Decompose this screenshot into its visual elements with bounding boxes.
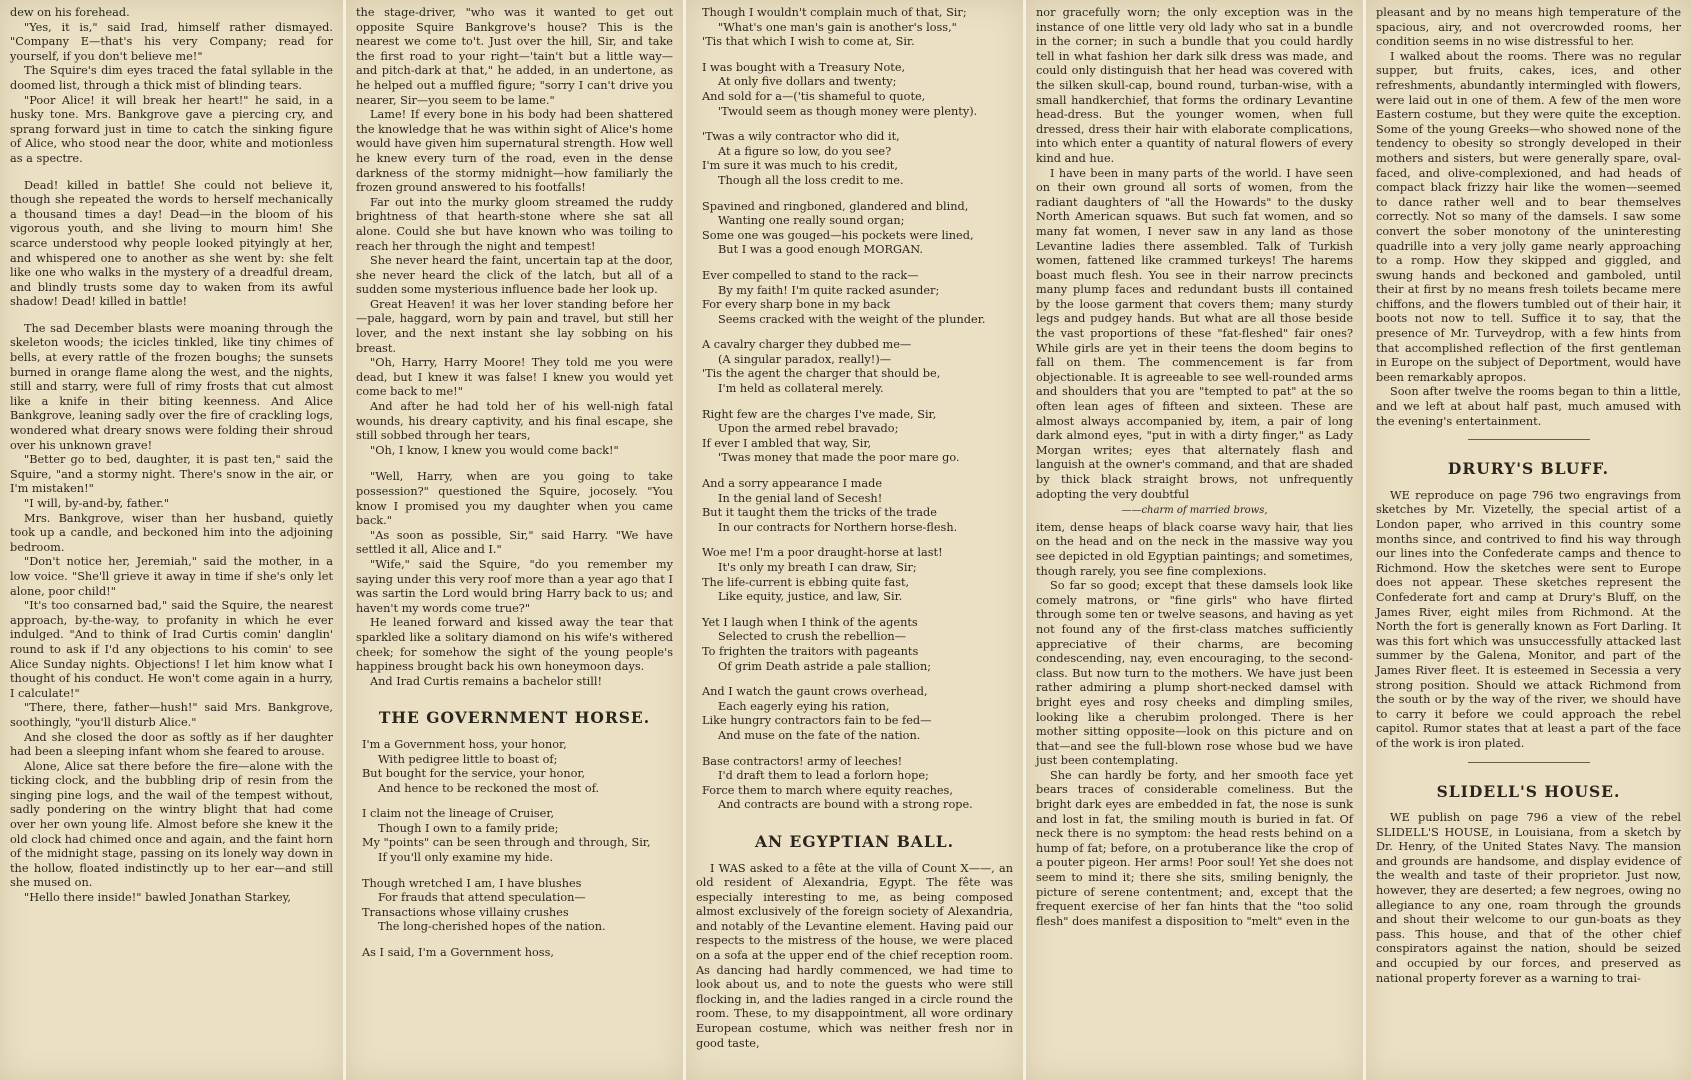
paragraph: "As soon as possible, Sir," said Harry. "We have settled it all, Alice and I."	[356, 528, 673, 557]
column-2	[346, 0, 683, 1080]
poem-line: I'm sure it was much to his credit,	[702, 159, 898, 173]
poem-line: At a figure so low, do you see?	[718, 144, 892, 158]
column-1	[0, 0, 343, 1080]
poem-stanza	[356, 877, 673, 935]
heading-government-horse: THE GOVERNMENT HORSE.	[378, 708, 651, 728]
paragraph: dew on his forehead.	[10, 6, 130, 19]
paragraph: "Oh, I know, I knew you would come back!"	[370, 443, 619, 457]
poem-stanza	[696, 408, 1013, 466]
paragraph: The sad December blasts were moaning through the skeleton woods; the icicles tinkled, like tiny chimes of bells, at every rattle of the frozen boughs; the sunsets burned in orange flame along the west, and the nights, still and starry, were full of rimy frosts that cut almost like a knife in their biting keenness. And Alice Bankgrove, leaning sadly over the fire of crackling logs, wondered what dreary snows were folding their shroud over his unknown grave!	[10, 321, 333, 452]
poem-line: I'd draft them to lead a forlorn hope;	[718, 769, 929, 783]
poem-line: Though I wouldn't complain much of that, Sir;	[702, 6, 967, 19]
column-4-text-continued	[1036, 521, 1353, 930]
column-1-text	[10, 6, 333, 906]
poem-line: In our contracts for Northern horse-flesh.	[718, 520, 958, 534]
poem-line: As I said, I'm a Government hoss,	[362, 946, 554, 960]
quote-line: ——charm of married brows,	[1121, 505, 1268, 517]
poem-line: Though wretched I am, I have blushes	[362, 876, 582, 890]
paragraph: Lame! If every bone in his body had been shattered the knowledge that he was within sight of Alice's home would have given him supernatural strength. How well he knew every turn of the road, even in the dense darkness of the stormy midnight—how familiarly the frozen ground answered to his footfalls!	[356, 108, 673, 195]
poem-stanza	[696, 130, 1013, 188]
heading-drurys-bluff: DRURY'S BLUFF.	[1447, 459, 1610, 479]
paragraph: "Yes, it is," said Irad, himself rather dismayed. "Company E—that's his very Company; read for yourself, if you don't believe me!"	[10, 20, 333, 63]
paragraph: "Wife," said the Squire, "do you remember my saying under this very roof more than a year ago that I was sartin the Lord would bring Harry back to us; and haven't my words come true?"	[356, 557, 673, 615]
poem-line: Upon the armed rebel bravado;	[718, 422, 899, 436]
paragraph: Dead! killed in battle! She could not believe it, though she repeated the words to herself mechanically a thousand times a day! Dead—in the bloom of his vigorous youth, and she living to mourn him! She scarce understood why people looked pityingly at her, and whispered one to another as she went by: she felt like one who walks in the mystery of a dreadful dream, and blindly trusts some day to waken from its awful shadow! Dead! killed in battle!	[10, 178, 333, 309]
column-4-text	[1036, 6, 1353, 502]
poem-stanza	[696, 269, 1013, 327]
column-3	[686, 0, 1023, 1080]
paragraph: I WAS asked to a fête at the villa of Count X——, an old resident of Alexandria, Egypt. The fête was especially interesting to me, as being composed almost exclusively of the foreign society of Alexandria, and notably of the Levantine element. Having paid our respects to the mistress of the house, we were placed on a sofa at the upper end of the chief reception room. As dancing had hardly commenced, we had time to look about us, and to note the guests who were still flocking in, and the ladies ranged in a circle round the room. These, to my disappointment, all wore ordinary European costume, which was neither fresh nor in good taste,	[696, 861, 1013, 1050]
paragraph: item, dense heaps of black coarse wavy hair, that lies on the head and on the neck in the massive way you see depicted in old Egyptian paintings; and sometimes, though rarely, you see fine complexions.	[1036, 520, 1353, 578]
paragraph: Alone, Alice sat there before the fire—alone with the ticking clock, and the bubbling drip of resin from the singing pine logs, and the wail of the tempest without, sadly pondering on the wintry blight that had come over her own young life. Almost before she knew it the old clock had chimed once and again, and the faint horn of the midnight stage, passing on its lonely way down in the hollow, floated indistinctly up to her ear—and still she mused on.	[10, 759, 333, 890]
poem-line: I'm a Government hoss, your honor,	[362, 737, 567, 751]
poem-line: A cavalry charger they dubbed me—	[702, 338, 912, 352]
paragraph: WE publish on page 796 a view of the rebel SLIDELL'S HOUSE, in Louisiana, from a sketch by Dr. Henry, of the United States Navy. The mansion and grounds are handsome, and display evidence of the wealth and taste of their proprietor. Just now, however, they are deserted; a few negroes, owing no allegiance to any one, roam through the grounds and shout their welcome to our gun-boats as they pass. This house, and that of the other chief conspirators against the nation, should be seized and occupied by our forces, and preserved as national property forever as a warning to trai-	[1376, 811, 1681, 985]
poem-stanza	[696, 546, 1013, 604]
poem-line: Like hungry contractors fain to be fed—	[702, 714, 932, 728]
poem-line: At only five dollars and twenty;	[718, 75, 897, 89]
poem-continued	[696, 6, 1013, 813]
poem-line: Of grim Death astride a pale stallion;	[718, 659, 932, 673]
poem-line: By my faith! I'm quite racked asunder;	[718, 283, 940, 297]
poem-line: I claim not the lineage of Cruiser,	[362, 807, 555, 821]
paragraph: I walked about the rooms. There was no regular supper, but fruits, cakes, ices, and other refreshments, abundantly intermingled with flowers, were laid out in one of them. A few of the men wore Eastern costume, but they were quite the exception. Some of the young Greeks—who showed none of the tendency to obesity so strongly developed in their mothers and sisters, but were generally spare, oval-faced, and olive-complexioned, and had heads of compact black frizzy hair like the women—seemed to dance rather well and to bear themselves correctly. Not so many of the damsels. I saw some convert the sober monotony of the uninteresting quadrille into a very jolly game nearly approaching to a romp. How they skipped and giggled, and swung hands and beckoned and gamboled, until their at first by no means fresh toilets became mere chiffons, and the flowers tumbled out of their hair, it boots not now to tell. Suffice it to say, that the presence of Mr. Turveydrop, with a few hints from that accomplished reflection of the first gentleman in Europe on the subject of Deportment, would have been remarkably apropos.	[1376, 49, 1681, 384]
paragraph: "Better go to bed, daughter, it is past ten," said the Squire, "and a stormy night. There's snow in the air, or I'm mistaken!"	[10, 453, 333, 496]
poem-line: Force them to march where equity reaches,	[702, 783, 953, 797]
poem-line: It's only my breath I can draw, Sir;	[718, 561, 917, 574]
paragraph: "There, there, father—hush!" said Mrs. Bankgrove, soothingly, "you'll disturb Alice."	[10, 701, 333, 729]
poem-line: Base contractors! army of leeches!	[702, 754, 903, 768]
paragraph: the stage-driver, "who was it wanted to get out opposite Squire Bankgrove's house? This is the nearest we come to't. Just over the hill, Sir, and take the first road to your right—'tain't but a little way—and pitch-dark at that," he added, in an undertone, as he helped out a muffled figure; "sorry I can't drive you nearer, Sir—you seem to be lame."	[356, 6, 673, 107]
poem-stanza	[356, 807, 673, 865]
paragraph: WE reproduce on page 796 two engravings from sketches by Mr. Vizetelly, the special artist of a London paper, who arrived in this country some months since, and contrived to find his way through our lines into the Confederate camps and thence to Richmond. How the sketches were sent to Europe does not appear. These sketches represent the Confederate fort and camp at Drury's Bluff, on the James River, eight miles from Richmond. At the North the fort is generally known as Fort Darling. It was this fort which was unsuccessfully attacked last summer by the Galena, Monitor, and part of the James River fleet. It is esteemed in Secessia a very strong position. Should we attack Richmond from the south or by the way of the river, we should have to carry it before we could approach the rebel capitol. Rumor states that at least a part of the face of the work is iron plated.	[1376, 488, 1681, 750]
poem-line: "What's one man's gain is another's loss,"	[718, 20, 957, 34]
paragraph: She never heard the faint, uncertain tap at the door, she never heard the click of the latch, but all of a sudden some mysterious influence bade her look up.	[356, 254, 673, 297]
paragraph: And Irad Curtis remains a bachelor still!	[370, 674, 603, 688]
poem-government-horse	[356, 738, 673, 961]
poem-stanza	[356, 946, 673, 961]
poem-line: For frauds that attend speculation—	[378, 891, 586, 905]
poem-stanza	[696, 200, 1013, 258]
poem-stanza	[696, 755, 1013, 813]
poem-stanza	[696, 685, 1013, 743]
paragraph: Soon after twelve the rooms began to thin a little, and we left at about half past, much amused with the evening's entertainment.	[1376, 385, 1681, 428]
paragraph: And she closed the door as softly as if her daughter had been a sleeping infant whom she feared to arouse.	[10, 730, 333, 759]
paragraph: "It's too consarned bad," said the Squire, the nearest approach, by-the-way, to profanity in which he ever indulged. "And to think of Irad Curtis comin' danglin' round to ask if I'd any objections to his comin' to see Alice Sunday nights. Objections! I let him know what I thought of his conduct. He won't come again in a hurry, I calculate!"	[10, 599, 333, 700]
poem-line: 'Tis that which I wish to come at, Sir.	[702, 35, 915, 49]
article-egyptian-ball	[696, 862, 1013, 1052]
poem-line: For every sharp bone in my back	[702, 298, 891, 312]
poem-line: Spavined and ringboned, glandered and blind,	[702, 199, 969, 213]
poem-line: And muse on the fate of the nation.	[718, 728, 921, 742]
poem-line: In the genial land of Secesh!	[718, 491, 883, 505]
poem-line: 'Twas a wily contractor who did it,	[702, 130, 900, 144]
poem-line: The long-cherished hopes of the nation.	[378, 920, 606, 934]
paragraph: Great Heaven! it was her lover standing before her—pale, haggard, worn by pain and travel, but still her lover, and the next instant she lay sobbing on his breast.	[356, 297, 673, 355]
poem-line: I was bought with a Treasury Note,	[702, 60, 906, 74]
poem-line: Ever compelled to stand to the rack—	[702, 268, 919, 282]
poem-line: Some one was gouged—his pockets were lined,	[702, 228, 974, 242]
paragraph: nor gracefully worn; the only exception was in the instance of one little very old lady who sat in a bundle in the corner; in such a bundle that you could hardly tell in what fashion her dark silk dress was made, and could only distinguish that her head was covered with the silken skull-cap, bound round, turban-wise, with a small handkerchief, that forms the ordinary Levantine head-dress. But the younger women, when full dressed, dress their hair with elaborate complications, into which enter a quantity of natural flowers of every kind and hue.	[1036, 6, 1353, 165]
poem-line: Transactions whose villainy crushes	[362, 905, 569, 919]
paragraph: Far out into the murky gloom streamed the ruddy brightness of that hearth-stone where she sat all alone. Could she but have known who was toiling to reach her through the night and tempest!	[356, 195, 673, 253]
poem-stanza	[356, 738, 673, 796]
poem-stanza	[696, 338, 1013, 396]
paragraph: "I will, by-and-by, father."	[24, 497, 170, 510]
poem-line: Seems cracked with the weight of the plunder.	[718, 312, 986, 326]
poem-line: Wanting one really sound organ;	[718, 214, 905, 228]
article-slidells-house	[1376, 811, 1681, 986]
paragraph: "Poor Alice! it will break her heart!" he said, in a husky tone. Mrs. Bankgrove gave a piercing cry, and sprang forward just in time to catch the sinking figure of Alice, who stood near the door, white and motionless as a spectre.	[10, 93, 333, 165]
poem-line: With pedigree little to boast of;	[378, 752, 558, 766]
poem-line: Each eagerly eying his ration,	[718, 699, 890, 713]
poem-stanza	[696, 477, 1013, 535]
poem-line: Selected to crush the rebellion—	[718, 630, 907, 644]
poem-stanza	[696, 61, 1013, 119]
paragraph: The Squire's dim eyes traced the fatal syllable in the doomed list, through a thick mist of blinding tears.	[10, 64, 333, 92]
poem-line: But it taught them the tricks of the trade	[702, 506, 937, 520]
poem-line: 'Tis the agent the charger that should be,	[702, 367, 941, 381]
heading-slidells-house: SLIDELL'S HOUSE.	[1436, 781, 1621, 801]
poem-line: My "points" can be seen through and through, Sir,	[362, 836, 651, 850]
poem-line: Woe me! I'm a poor draught-horse at last!	[702, 546, 943, 560]
column-5-text	[1376, 6, 1681, 429]
paragraph: "Don't notice her, Jeremiah," said the mother, in a low voice. "She'll grieve it away in time if she's only let alone, poor child!"	[10, 555, 333, 598]
poem-line: The life-current is ebbing quite fast,	[702, 575, 910, 589]
separator	[1468, 762, 1590, 763]
poem-stanza	[696, 6, 1013, 50]
poem-line: Right few are the charges I've made, Sir,	[702, 407, 937, 421]
poem-line: And contracts are bound with a strong rope.	[718, 798, 973, 812]
poem-line: 'Twould seem as though money were plenty).	[718, 104, 978, 118]
poem-line: And hence to be reckoned the most of.	[378, 781, 600, 795]
separator	[1468, 439, 1590, 440]
poem-line: Yet I laugh when I think of the agents	[702, 615, 918, 629]
poem-line: (A singular paradox, really!)—	[718, 352, 892, 366]
poem-line: 'Twas money that made the poor mare go.	[718, 451, 960, 465]
paragraph: And after he had told her of his well-nigh fatal wounds, his dreary captivity, and his final escape, she still sobbed through her tears,	[356, 400, 673, 443]
column-2-text	[356, 6, 673, 689]
poem-line: And a sorry appearance I made	[702, 477, 883, 491]
paragraph: He leaned forward and kissed away the tear that sparkled like a solitary diamond on his wife's withered cheek; for somehow the sight of the young people's happiness brought back his own honeymoon days.	[356, 616, 673, 674]
poem-line: I'm held as collateral merely.	[718, 382, 884, 396]
poem-line: And I watch the gaunt crows overhead,	[702, 685, 928, 699]
column-4	[1026, 0, 1363, 1080]
poem-line: But bought for the service, your honor,	[362, 767, 586, 781]
poem-line: But I was a good enough MORGAN.	[718, 243, 923, 257]
column-5	[1366, 0, 1691, 1080]
poem-line: And sold for a—('tis shameful to quote,	[702, 89, 926, 103]
poem-line: If ever I ambled that way, Sir,	[702, 436, 872, 450]
paragraph: pleasant and by no means high temperature of the spacious, airy, and not overcrowded rooms, her condition seems in no wise distressful to her.	[1376, 6, 1681, 49]
heading-egyptian-ball: AN EGYPTIAN BALL.	[754, 831, 955, 851]
paragraph: "Oh, Harry, Harry Moore! They told me you were dead, but I knew it was false! I knew you would yet come back to me!"	[356, 356, 673, 399]
paragraph: She can hardly be forty, and her smooth face yet bears traces of considerable comeliness. But the bright dark eyes are embedded in fat, the nose is sunk and lost in fat, the smiling mouth is buried in fat. Of neck there is no symptom: the head rests behind on a hump of fat; before, on a protuberance like the crop of a pouter pigeon. Her arms! Poor soul! Yet she does not seem to mind it; there she sits, smiling benignly, the picture of serene contentment; and, except that the frequent exercise of her fan hints that the "too solid flesh" does manifest a disposition to "melt" even in the	[1036, 768, 1353, 928]
poem-line: Though all the loss credit to me.	[718, 173, 904, 187]
poem-line: Though I own to a family pride;	[378, 821, 559, 835]
paragraph: I have been in many parts of the world. I have seen on their own ground all sorts of women, from the radiant daughters of "all the Howards" to the dusky North American squaws. But such fat women, and so many fat women, I never saw in any land as those Levantine ladies there assembled. Talk of Turkish women, fattened like crammed turkeys! The harems boast much flesh. You see in their narrow precincts many plump faces and redundant busts ill contained by the loose garment that covers them; many sturdy legs and pudgey hands. But what are all those beside the vast proportions of these "fat-fleshed" fair ones? While girls are yet in their teens the doom begins to fall on them. The commencement is far from objectionable. It is agreeable to see well-rounded arms and shoulders that you are "tempted to pat" at the so often lean ages of fifteen and sixteen. These are almost always accompanied by, item, a pair of long dark almond eyes, "put in with a dirty finger," as Lady Morgan writes; eyes that alternately flash and languish at the owner's command, and that are shaded by thick black straight brows, not unfrequently adopting the very doubtful	[1036, 166, 1353, 501]
poem-line: If you'll only examine my hide.	[378, 851, 554, 865]
paragraph: "Well, Harry, when are you going to take possession?" questioned the Squire, jocosely. "You know I promised you my daughter when you came back."	[356, 470, 673, 528]
paragraph: So far so good; except that these damsels look like comely matrons, or "fine girls" who have flirted through some ten or twelve seasons, and having as yet not found any of the first-class matches sufficiently appreciative of their charms, are becoming condescending, nay, even encouraging, to the second-class. But now turn to the mothers. We have just been rather admiring a plump short-necked damsel with bright eyes and rosy cheeks and dimpling smiles, looking like a cherubim prolonged. There is her mother sitting opposite—look on this picture and on that—and see the full-blown rose whose bud we have just been contemplating.	[1036, 579, 1353, 768]
poem-stanza	[696, 616, 1013, 674]
article-drurys-bluff	[1376, 489, 1681, 752]
poem-line: To frighten the traitors with pageants	[702, 644, 919, 658]
paragraph: Mrs. Bankgrove, wiser than her husband, quietly took up a candle, and beckoned him into the adjoining bedroom.	[10, 511, 333, 554]
poem-line: Like equity, justice, and law, Sir.	[718, 590, 903, 604]
paragraph: "Hello there inside!" bawled Jonathan Starkey,	[24, 891, 292, 905]
